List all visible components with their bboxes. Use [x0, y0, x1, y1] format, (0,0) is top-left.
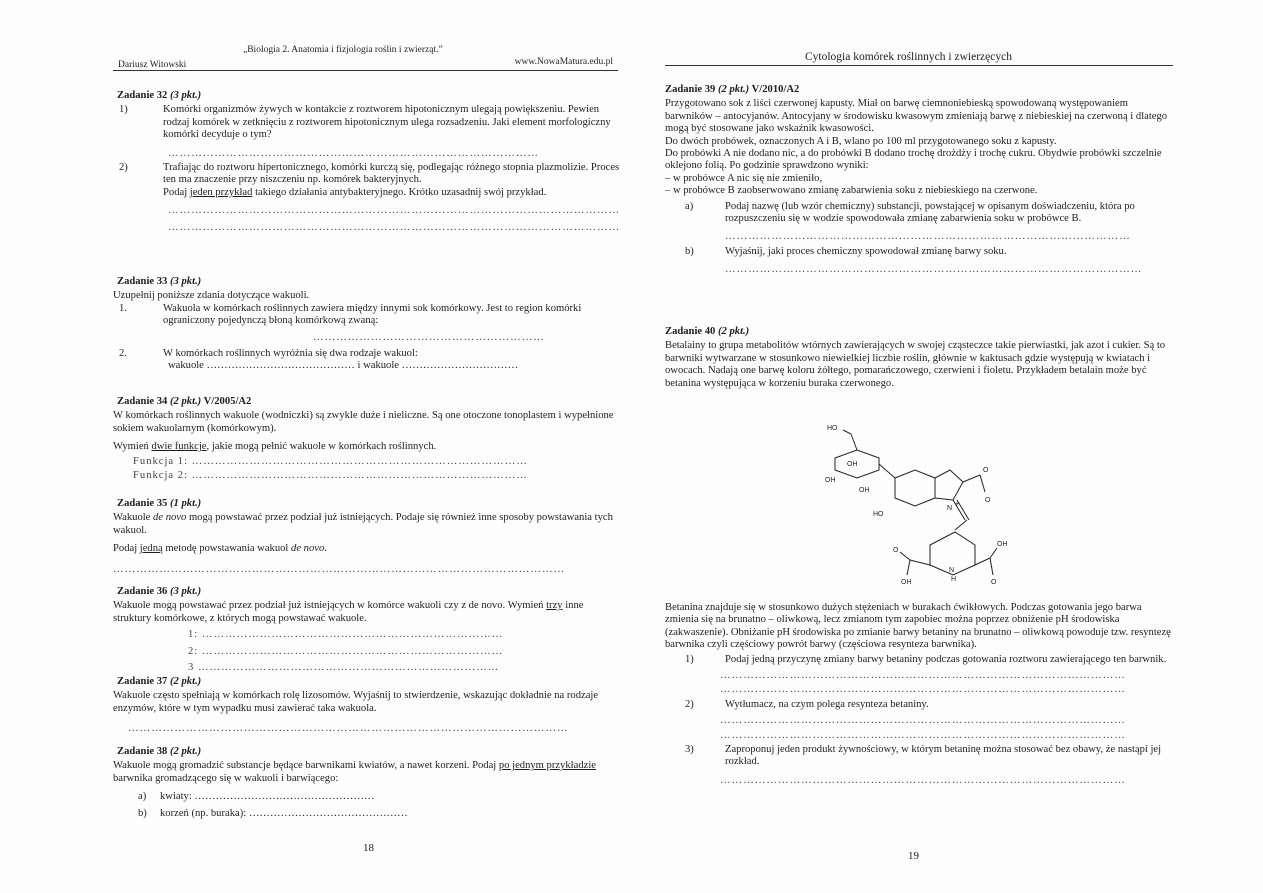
task-text: Wakuole de novo mogą powstawać przez podział już istniejących. Podaje się również inne sposoby powstawania tych wakuol.	[113, 512, 613, 536]
task-question: Podaj jeden przykład takiego działania antybakteryjnego. Krótko uzasadnij swój przykład.	[163, 186, 547, 198]
task-text: W komórkach roślinnych wakuole (wodniczki) są zwykle duże i nieliczne. Są one otoczone tonoplastem i wypełnione sokiem wakuolarnym (komórkowym).	[113, 410, 614, 434]
answer-line: ……………………………………………………………………………………………	[720, 729, 1126, 741]
answer-line: ……………………………………………………………………………………………	[720, 715, 1126, 727]
task-text: Wakuole mogą gromadzić substancje będące barwnikami kwiatów, a nawet korzeni. Podaj po jednym przykładzie barwnika gromadzącego się w wakuoli i barwiącego:	[113, 760, 596, 784]
task-item: 2) Trafiając do roztworu hipertonicznego, komórki kurczą się, podlegając różnego stopnia plazmolizie. Proces ten ma znaczenie przy niszczeniu np. komórek bakteryjnych.	[119, 162, 620, 186]
task-item: 1. Wakuola w komórkach roślinnych zawiera między innymi sok komórkowy. Jest to region komórki ograniczony pojedynczą błoną komórkową zwaną:	[119, 302, 582, 327]
task-text: Do probówki A nie dodano nic, a do probówki B dodano trochę drożdży i trochę cukru. Obydwie probówki szczelnie oklejono folią. Po godzinie sprawdzono wyniki:	[665, 148, 1162, 172]
task-question: Podaj jedną metodę powstawania wakuol de novo.	[113, 543, 327, 555]
task-title: Zadanie 36 (3 pkt.)	[117, 586, 202, 597]
right-page	[665, 0, 1173, 893]
task-item: b) Wyjaśnij, jaki proces chemiczny spowodował zmianę barwy soku.	[685, 245, 1007, 257]
task-40	[665, 326, 1173, 390]
atom-label: O	[991, 579, 997, 586]
chapter-title: Cytologia komórek roślinnych i zwierzęcych	[805, 51, 1012, 63]
answer-line: ……………………………………………………………………………………………	[720, 774, 1126, 786]
task-35	[113, 498, 623, 576]
task-result: – w probówce B zaobserwowano zmianę zabarwienia soku z niebieskiego na czerwone.	[665, 185, 1038, 197]
task-item: 1) Podaj jedną przyczynę zmiany barwy betaniny podczas gotowania roztworu zawierającego ten barwnik.	[685, 653, 1167, 665]
task-title: Zadanie 40 (2 pkt.)	[665, 326, 750, 337]
left-page	[113, 0, 623, 893]
task-37	[113, 676, 623, 736]
page-number: 18	[363, 842, 374, 854]
author: Dariusz Witowski	[118, 60, 187, 70]
atom-label: OH	[901, 579, 912, 586]
atom-label: O	[983, 467, 989, 474]
task-38	[113, 746, 623, 820]
answer-line: 2: ……………………………………………………………………	[188, 645, 504, 657]
task-item: a) Podaj nazwę (lub wzór chemiczny) substancji, powstającej w opisanym doświadczeniu, która po rozpuszczeniu się w wodzie spowodowała zmianę zabarwienia soku w probówce B.	[685, 200, 1135, 225]
task-item: 1) Komórki organizmów żywych w kontakcie z roztworem hipotonicznym ulegają powiększeniu. Pewien rodzaj komórek w zetknięciu z roztworem hipotonicznym ulega rozsadzeniu. Jaki element morfologiczny komórki decyduje o tym?	[119, 104, 611, 141]
task-title: Zadanie 34 (2 pkt.) V/2005/A2	[117, 396, 252, 407]
answer-line: 3 ……………………………………………………………………	[188, 662, 500, 674]
task-title: Zadanie 39 (2 pkt.) V/2010/A2	[665, 84, 800, 95]
task-34	[113, 396, 623, 482]
atom-label: OH	[825, 477, 836, 484]
atom-label: HO	[827, 425, 838, 432]
task-item: 2. W komórkach roślinnych wyróżnia się dwa rodzaje wakuol:	[119, 348, 418, 360]
task-text: Betanina znajduje się w stosunkowo dużych stężeniach w burakach ćwikłowych. Podczas gotowania jego barwa zmienia się na brunatno – oliwkową, lecz zmianom tym zapobiec można poprzez obniżenie pH środowiska (zakwaszenie). Obniżanie pH środowiska po zmianie barwy betaniny na brunatno – oliwkową powoduje tzw. resyntezę barwnika czyli częściowy powrót barwy (częściowa resynteza barwnika).	[665, 602, 1171, 651]
atom-label: N	[949, 567, 955, 574]
atom-label: OH	[997, 541, 1008, 548]
task-text: Do dwóch probówek, oznaczonych A i B, wlano po 100 ml przygotowanego soku z kapusty.	[665, 135, 1057, 147]
task-text: Wakuole często spełniają w komórkach rolę lizosomów. Wyjaśnij to stwierdzenie, wskazując dokładnie na rodzaje enzymów, które w tym wypadku musi zawierać taka wakuola.	[113, 690, 599, 714]
answer-line: wakuole …………………………………… i wakuole ……………………………	[168, 360, 519, 372]
task-32	[113, 90, 623, 234]
answer-line: ……………………………………………………………………………………………	[720, 684, 1126, 696]
task-title: Zadanie 35 (1 pkt.)	[117, 498, 202, 509]
task-39	[665, 84, 1173, 277]
task-title: Zadanie 38 (2 pkt.)	[117, 746, 202, 757]
atom-label: OH	[859, 487, 870, 494]
task-33	[113, 276, 623, 373]
task-text: Betalainy to grupa metabolitów wtórnych zawierających w swojej cząsteczce takie pierwiastki, jak azot i cukier. Są to barwniki wytwarzane w stosunkowo niewielkiej liczbie roślin, głównie w kaktusach gdzie występują w kwiatach i owocach. Nadają one barwę koloru żółtego, pomarańczowego, czerwieni i fioletu. Przykładem betalain może być betanina występująca w korzeniu buraka czerwonego.	[665, 340, 1166, 389]
answer-line: ……………………………………………………………………………………	[168, 147, 539, 159]
betanin-structure	[815, 420, 1015, 600]
atom-label: N	[947, 505, 953, 512]
website: www.NowaMatura.edu.pl	[514, 57, 613, 67]
task-item: 3) Zaproponuj jeden produkt żywnościowy, w którym betaninę można stosować bez obawy, że nastąpi jej rozkład.	[685, 744, 1162, 768]
answer-line: ………………………………………………………………………………………………	[725, 264, 1143, 276]
task-intro: Uzupełnij poniższe zdania dotyczące wakuoli.	[113, 290, 310, 302]
task-result: – w probówce A nic się nie zmieniło,	[665, 172, 823, 184]
book-title: „Biologia 2. Anatomia i fizjologia roślin i zwierząt.”	[243, 45, 443, 55]
task-title: Zadanie 33 (3 pkt.)	[117, 276, 202, 287]
task-text: Wakuole mogą powstawać przez podział już istniejących w komórce wakuoli czy z de novo. Wymień trzy inne struktury komórkowe, z których mogą powstawać wakuole.	[113, 600, 584, 624]
atom-label: +	[955, 501, 960, 508]
task-40-continued	[665, 602, 1173, 787]
task-36	[113, 586, 623, 674]
answer-line: ……………………………………………………………………………………………………	[128, 723, 569, 735]
answer-line: ……………………………………………………	[313, 331, 545, 343]
answer-line: ……………………………………………………………………………………………	[725, 231, 1131, 243]
task-item: 2) Wytłumacz, na czym polega resynteza betaniny.	[685, 698, 929, 710]
task-text: Przygotowano sok z liści czerwonej kapusty. Miał on barwę ciemnoniebieską spowodowaną występowaniem barwników – antocyjanów. Antocyjany w środowisku kwasowym zmieniają barwę z niebieskiej na czerwoną i dlatego mogą być stosowane jako wskaźnik kwasowości.	[665, 98, 1168, 135]
page-number: 19	[908, 850, 919, 862]
task-question: Wymień dwie funkcje, jakie mogą pełnić wakuole w komórkach roślinnych.	[113, 441, 437, 453]
task-item: b) korzeń (np. buraka): ………………………………………	[138, 807, 408, 819]
answer-line: ………………………………………………………………………………………………………	[168, 205, 621, 217]
right-header	[665, 49, 1173, 66]
task-item: a) kwiaty: ……………………………………………	[138, 791, 375, 803]
answer-line: ………………………………………………………………………………………………………	[113, 563, 566, 575]
answer-line: Funkcja 2: ……………………………………………………………………………	[133, 470, 528, 482]
task-title: Zadanie 37 (2 pkt.)	[117, 676, 202, 687]
task-title: Zadanie 32 (3 pkt.)	[117, 90, 202, 101]
atom-label: H	[951, 576, 957, 583]
left-header	[113, 44, 618, 71]
answer-line: Funkcja 1: ……………………………………………………………………………	[133, 455, 528, 467]
answer-line: 1: ……………………………………………………………………	[188, 629, 504, 641]
atom-label: HO	[873, 511, 884, 518]
answer-line: ………………………………………………………………………………………………………	[168, 221, 621, 233]
atom-label: O	[985, 497, 991, 504]
answer-line: ……………………………………………………………………………………………	[720, 670, 1126, 682]
atom-label: O	[893, 547, 899, 554]
atom-label: OH	[847, 461, 858, 468]
